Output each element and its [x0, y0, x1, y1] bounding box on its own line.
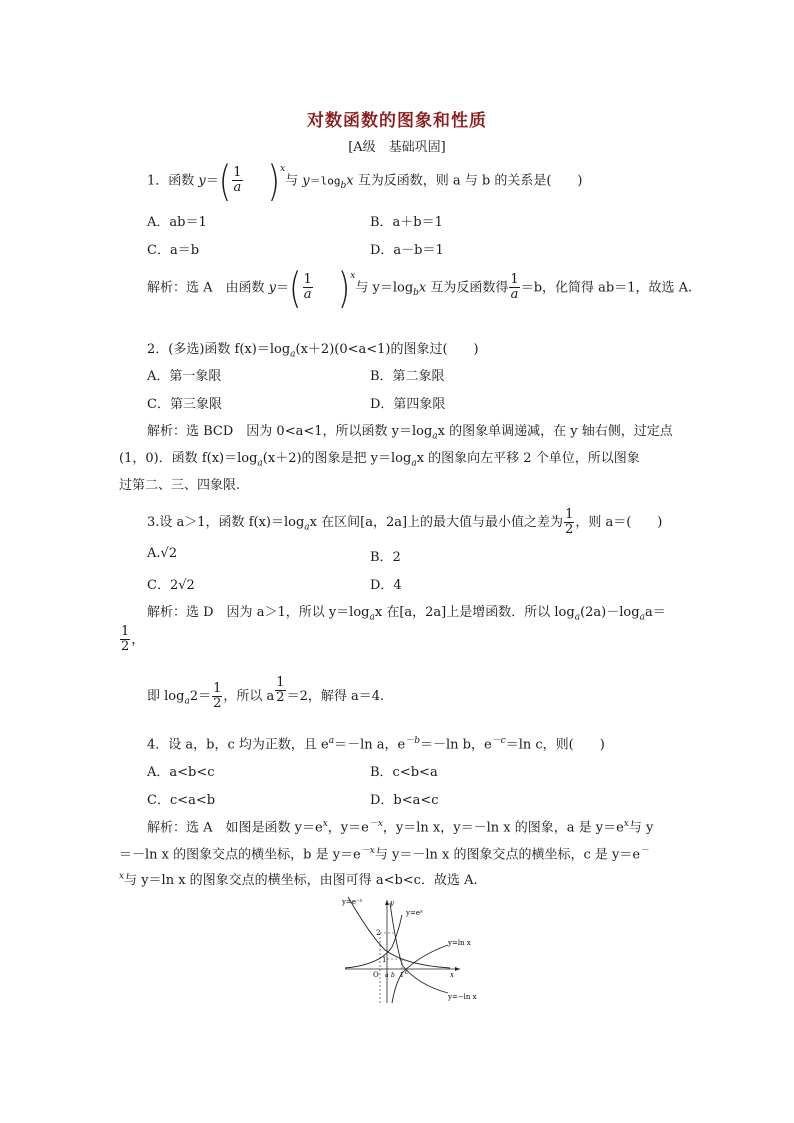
label-a: a: [385, 972, 389, 979]
label-e-x: y=eˣ: [406, 909, 423, 917]
q4-option-b: B．c<b<a: [370, 765, 438, 780]
question-1-answer: 解析：选 A 由函数 y＝( $\frac{1}{a}$ )$^x$与 $y=\log_bx$ 互为反函数得 $\frac{1}{a}$ ＝b，化简得 ab＝1，故选 A.: [147, 263, 693, 313]
q3-answer-line-2: $\frac{1}{2}$ ，: [121, 624, 145, 655]
label-origin: O: [373, 971, 379, 979]
label-e-neg-x: y=e⁻ˣ: [342, 898, 363, 906]
function-graph: [340, 895, 490, 1007]
label-c: c: [405, 969, 409, 976]
q2-answer-line-3: 过第二、三、四象限.: [119, 478, 241, 493]
q1-option-a: A．ab＝1: [147, 215, 207, 230]
question-2-stem: 2．(多选)函数 $f(x)=\log_a(x+2)(0<a<1)$的图象过( ): [147, 342, 479, 360]
label-y-axis: y: [390, 899, 394, 907]
q1-option-d: D．a－b＝1: [370, 243, 444, 258]
q3-option-c: C．2√2: [147, 578, 195, 593]
q2-option-a: A．第一象限: [147, 369, 222, 384]
q3-option-b: B．2: [370, 550, 401, 565]
q3-answer-line-1: 解析：选 D 因为 a＞1，所以 $y=\log_ax$ 在[a，2a]上是增函数．所以 $\log_a(2a)-\log_aa=$: [147, 605, 666, 623]
q4-option-c: C．c<a<b: [147, 793, 216, 808]
q4-answer-line-2: ＝－ln x 的图象交点的横坐标，b 是 $y=e^{-x}$与 y＝－ln x 的图象交点的横坐标，c 是 y＝e－: [119, 846, 650, 863]
q4-answer-line-3: $^x$与 y＝ln x 的图象交点的横坐标，由图可得 a<b<c．故选 A.: [119, 871, 478, 888]
curve-e-x: [345, 915, 402, 968]
label-one-x: 1: [400, 972, 404, 979]
question-1-stem: 1．函数 y＝( $\frac{1}{a}$ )$^x$与 $y=\log_bx$ 互为反函数，则 a 与 b 的关系是( ): [147, 156, 583, 206]
fraction: $\frac{1}{a}$: [233, 165, 242, 196]
curve-e-neg-x: [348, 897, 450, 968]
q3-answer-line-3: 即 $\log_a2=$ $\frac{1}{2}$ ，所以 a $\frac{1}{2}$ ＝2，解得 a＝4.: [147, 674, 385, 711]
q3-option-d: D．4: [370, 578, 402, 593]
graph-svg: [340, 895, 490, 1007]
q2-option-c: C．第三象限: [147, 397, 222, 412]
q1-option-b: B．a＋b＝1: [370, 215, 443, 230]
page-title: 对数函数的图象和性质: [307, 111, 487, 131]
question-4-stem: 4．设 a，b，c 均为正数，且 $e^a=-\ln$ a，$e^{-b}=-\ln$ b，$e^{-c}=\ln$ c，则( ): [147, 736, 605, 753]
label-ln-x: y=ln x: [448, 939, 471, 947]
x-axis-arrow: [455, 967, 460, 971]
q4-answer-line-1: 解析：选 A 如图是函数 $y=e^x$，$y=e^{-x}$，y＝ln x，y＝－ln x 的图象，a 是 $y=e^x$与 y: [147, 819, 654, 836]
q2-option-d: D．第四象限: [370, 397, 446, 412]
label-neg-ln-x: y=−ln x: [448, 993, 477, 1001]
q3-option-a: A.√2: [147, 546, 178, 561]
q1-option-c: C．a＝b: [147, 243, 200, 258]
q2-option-b: B．第二象限: [370, 369, 445, 384]
question-3-stem: 3.设 a＞1，函数 $f(x)=\log_ax$ 在区间[a，2a]上的最大值与最小值之差为 $\frac{1}{2}$ ，则 a＝( ): [147, 506, 663, 537]
q2-answer-line-2: (1，0)．函数 $f(x)=\log_a(x+2)$的图象是把 $y=\log_ax$ 的图象向左平移 2 个单位，所以图象: [119, 451, 640, 469]
paren-left: (: [218, 156, 232, 206]
q4-option-d: D．b<a<c: [370, 793, 439, 808]
q2-answer-line-1: 解析：选 BCD 因为 0<a<1，所以函数 $y=\log_ax$ 的图象单调递减，在 y 轴右侧，过定点: [147, 424, 673, 442]
label-x-axis: x: [450, 971, 454, 979]
y-axis-arrow: [385, 900, 389, 905]
section-subtitle: [A级 基础巩固]: [348, 140, 446, 155]
paren-right: ): [267, 156, 281, 206]
label-b: b: [391, 972, 395, 979]
q4-option-a: A．a<b<c: [147, 765, 215, 780]
label-two: 2: [376, 929, 381, 937]
label-one-y: 1: [382, 956, 387, 964]
